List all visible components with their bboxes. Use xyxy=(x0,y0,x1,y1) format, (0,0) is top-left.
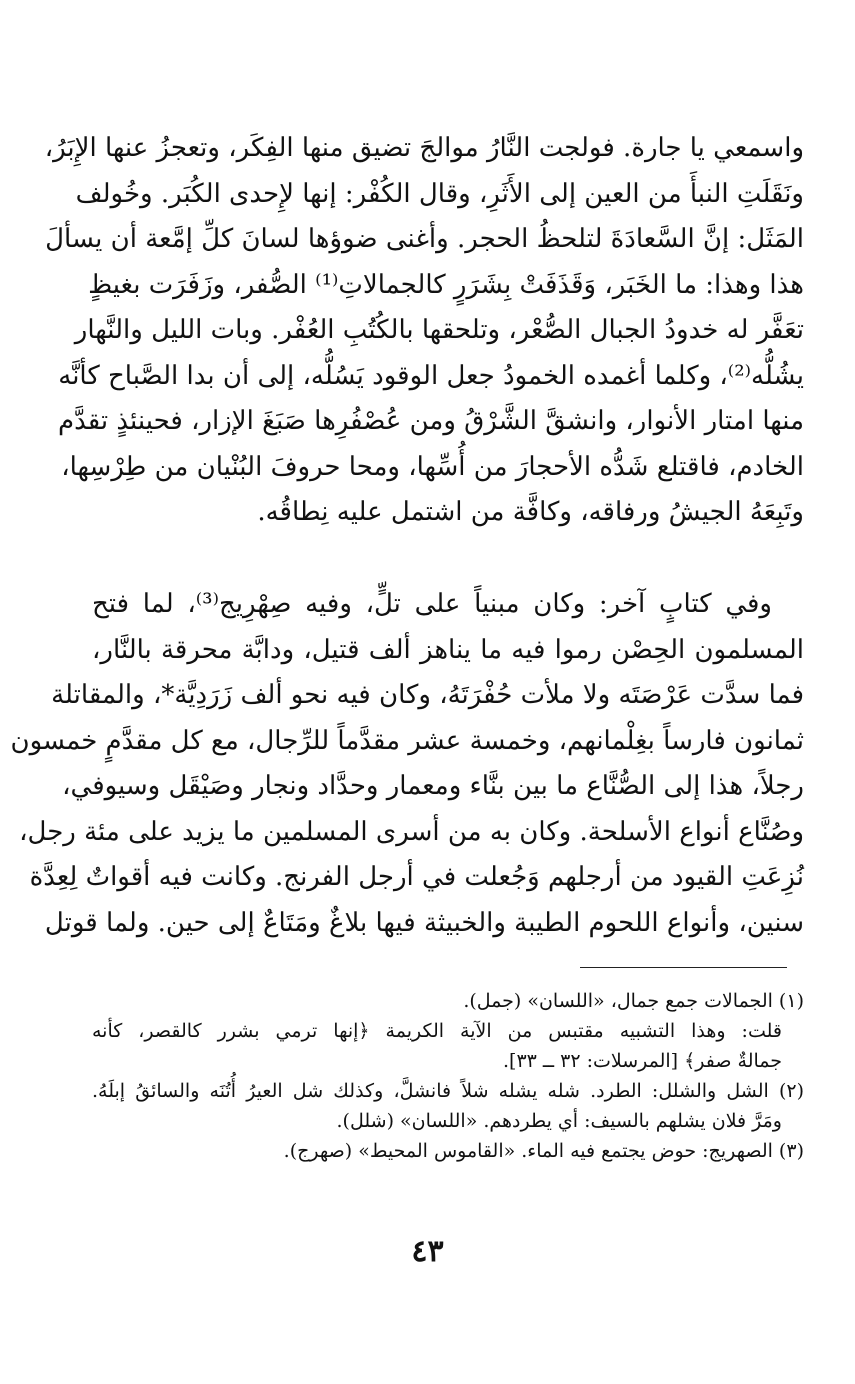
text-line: وفي كتابٍ آخر: وكان مبنياً على تلٍّ، وفيه صِهْرِيج⁽³⁾، لما فتح xyxy=(92,589,772,619)
text-line: ثمانون فارساً بغِلْمانهم، وخمسة عشر مقدَّماً للرِّجال، مع كل مقدَّمٍ خمسون xyxy=(10,725,804,756)
footnote-3: (٣) الصهريج: حوض يجتمع فيه الماء. «القاموس المحيط» (صهرج). xyxy=(283,1140,804,1162)
text-line: الخادم، فاقتلع شَدُّه الأحجارَ من أُسِّها، ومحا حروفَ البُنْيان من طِرْسِها، xyxy=(61,451,804,482)
body-paragraph xyxy=(10,582,804,946)
text-line: سنين، وأنواع اللحوم الطيبة والخبيثة فيها بلاغٌ ومَتَاعٌ إلى حين. ولما قوتل xyxy=(44,907,804,938)
footnote-1-comment: قلت: وهذا التشبيه مقتبس من الآية الكريمة ﴿إنها ترمي بشرر كالقصر، كأنه xyxy=(92,1020,782,1042)
text-line: واسمعي يا جارة. فولجت النَّارُ موالجَ تضيق منها الفِكَر، وتعجزُ عنها الإِبَرُ، xyxy=(44,133,804,163)
text-line: فما سدَّت عَرْصَتَه ولا ملأت حُفْرَتَهُ، وكان فيه نحو ألف زَرَدِيَّة*، والمقاتلة xyxy=(51,680,804,710)
footnote-separator xyxy=(580,967,787,968)
text-line: المَثَل: إنَّ السَّعادَةَ لتلحظُ الحجر. وأغنى ضوؤها لسانَ كلِّ إمَّعة أن يسألَ xyxy=(45,224,804,254)
text-line: وتَبِعَهُ الجيشُ ورفاقه، وكافَّة من اشتمل عليه نِطاقُه. xyxy=(257,497,804,527)
text-line: نُزِعَتِ القيود من أرجلهم وَجُعلت في أرجل الفرنج. وكانت فيه أقواتٌ لِعِدَّة xyxy=(29,862,804,892)
text-line: منها امتار الأنوار، وانشقَّ الشَّرْقُ ومن عُصْفُرِها صَبَغَ الإزار، فحينئذٍ تقدَّم xyxy=(58,406,804,436)
text-line: هذا وهذا: ما الخَبَر، وَقَذَفَتْ بِشَرَرٍ كالجمالاتِ⁽¹⁾ الصُّفر، وزَفَرَت بغيظٍ xyxy=(88,269,804,300)
text-line: المسلمون الحِصْن رموا فيه ما يناهز ألف قتيل، ودابَّة محرقة بالنَّار، xyxy=(92,634,804,665)
text-line: وصُنَّاع أنواع الأسلحة. وكان به من أسرى المسلمين ما يزيد على مئة رجل، xyxy=(19,816,804,847)
text-line: ونَقَلَتِ النبأَ من العين إلى الأَثَرِ، وقال الكُفْر: إنها لإِحدى الكُبَر. وخُولف xyxy=(75,178,804,209)
footnote-1: (١) الجمالات جمع جمال، «اللسان» (جمل). xyxy=(463,990,804,1012)
footnote-2: (٢) الشل والشلل: الطرد. شله يشله شلاً فانشلَّ، وكذلك شل العيرُ أُتُنَه والسائقُ إبلَهُ. xyxy=(92,1080,804,1102)
page-number: ٤٣ xyxy=(411,1234,444,1269)
body-paragraph xyxy=(44,126,804,536)
footnote-1-comment-end: جمالةٌ صفر﴾ [المرسلات: ٣٢ ــ ٣٣]. xyxy=(503,1050,782,1072)
footnotes xyxy=(92,986,804,1166)
footnote-2-cont: ومَرَّ فلان يشلهم بالسيف: أي يطردهم. «اللسان» (شلل). xyxy=(336,1110,782,1132)
text-line: رجلاً، هذا إلى الصُّنَّاع ما بين بنَّاء ومعمار وحدَّاد ونجار وصَيْقَل وسيوفي، xyxy=(62,771,804,801)
text-line: تعَفَّر له خدودُ الجبال الصُّعْر، وتلحقها بالكُتُبِ العُفْر. وبات الليل والنَّهار xyxy=(74,315,804,345)
text-line: يشُلُّه⁽²⁾، وكلما أغمده الخمودُ جعل الوقود يَسُلُّه، إلى أن بدا الصَّباح كأنَّه xyxy=(58,360,804,391)
